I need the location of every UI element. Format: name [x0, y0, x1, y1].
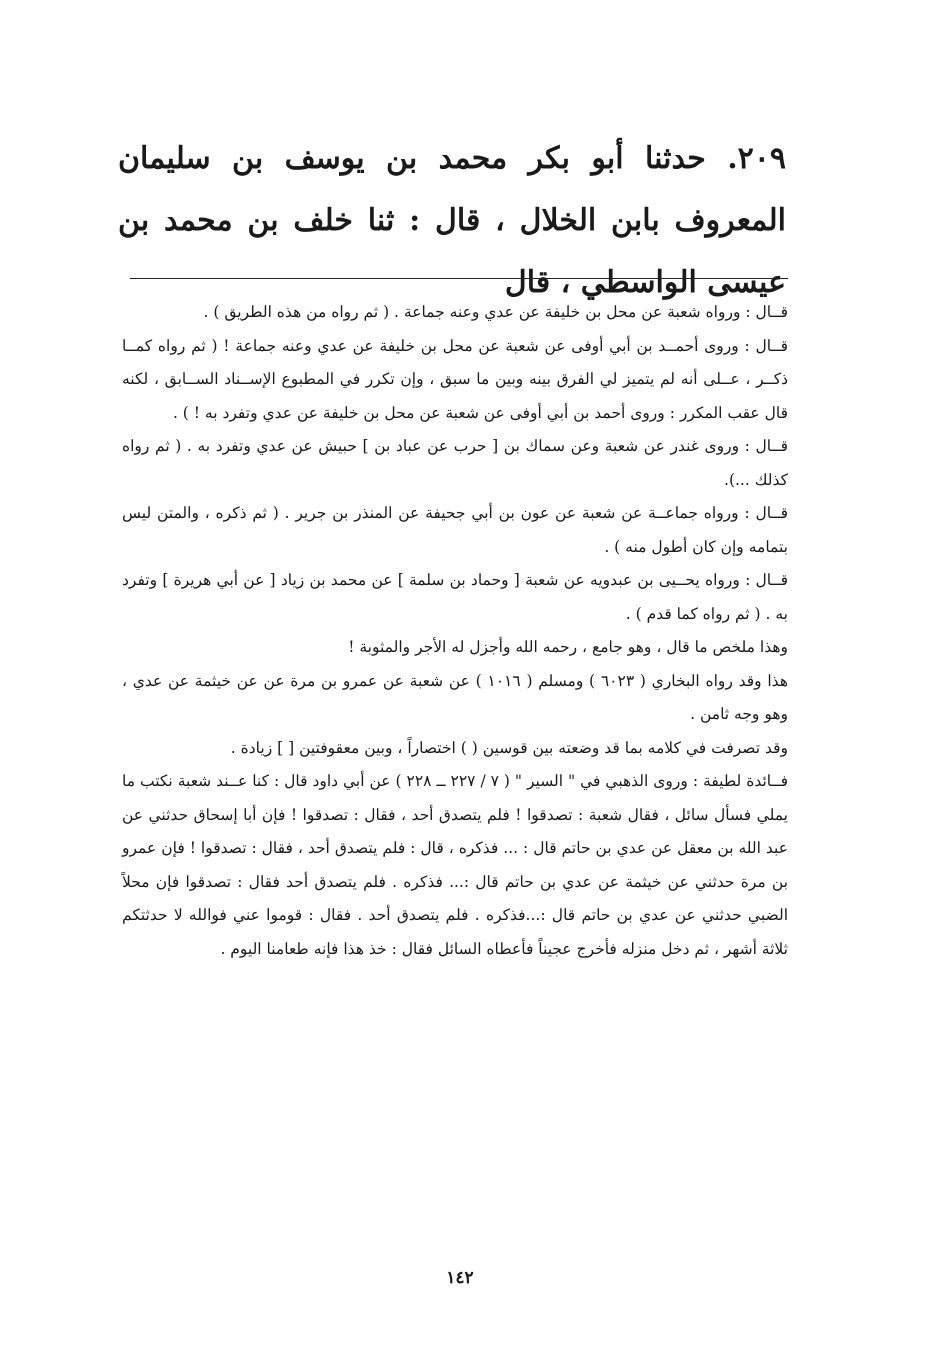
hadith-text: ٢٠٩. حدثنا أبو بكر محمد بن يوسف بن سليمان المعروف بابن الخلال ، قال : ثنا خلف بن محمد بن عيسى الواسطي ، قال	[118, 141, 786, 300]
footnote-paragraph: هذا وقد رواه البخاري ( ٦٠٢٣ ) ومسلم ( ١٠١٦ ) عن شعبة عن عمرو بن مرة عن عن خيثمة عن عدي ، وهو وجه ثامن .	[122, 671, 788, 723]
page-number: ١٤٢	[446, 1268, 474, 1288]
footnote-paragraph: وهذا ملخص ما قال ، وهو جامع ، رحمه الله وأجزل له الأجر والمثوبة !	[348, 638, 788, 656]
footnotes	[122, 296, 788, 966]
footnote-separator	[130, 278, 788, 279]
footnote-paragraph: قــال : ورواه شعبة عن محل بن خليفة عن عدي وعنه جماعة . ( ثم رواه من هذه الطريق ) .	[203, 303, 788, 321]
footnote-paragraph: قــال : ورواه جماعــة عن شعبة عن عون بن أبي جحيفة عن المنذر بن جرير . ( ثم ذكره ، والمتن ليس بتمامه وإن كان أطول منه ) .	[122, 504, 788, 556]
footnote-paragraph: فــائدة لطيفة : وروى الذهبي في " السير " ( ٧ / ٢٢٧ ــ ٢٢٨ ) عن أبي داود قال : كنا عــند شعبة نكتب ما يملي فسأل سائل ، فقال شعبة : تصدقوا ! فلم يتصدق أحد ، فقال : تصدقوا ! فإن أبا إسحاق حدثني عن عبد الله بن معقل عن عدي بن حاتم قال : ... فذكره ، قال : فلم يتصدق أحد ، فقال : تصدقوا ! فإن عمرو بن مرة حدثني عن خيثمة عن عدي بن حاتم قال :... فذكره . فلم يتصدق أحد فقال : تصدقوا فإن محلاً الضبي حدثني عن عدي بن حاتم قال :...فذكره . فلم يتصدق أحد . فقال : قوموا عني فوالله لا حدثتكم ثلاثة أشهر ، ثم دخل منزله فأخرج عجيناً فأعطاه السائل فقال : خذ هذا فإنه طعامنا اليوم .	[122, 772, 789, 958]
footnote-paragraph: قــال : ورواه يحــيى بن عبدويه عن شعبة [ وحماد بن سلمة ] عن محمد بن زياد [ عن أبي هريرة ] وتفرد به . ( ثم رواه كما قدم ) .	[122, 571, 788, 623]
footnote-paragraph: وقد تصرفت في كلامه بما قد وضعته بين قوسين ( ) اختصاراً ، وبين معقوفتين [ ] زيادة .	[230, 738, 788, 757]
footnote-paragraph: قــال : وروى غندر عن شعبة وعن سماك بن [ حرب عن عباد بن ] حبيش عن عدي وتفرد به . ( ثم رواه كذلك ...).	[122, 437, 788, 489]
footnote-paragraph: قــال : وروى أحمــد بن أبي أوفى عن شعبة عن محل بن خليفة عن عدي وعنه جماعة ! ( ثم رواه كمــا ذكــر ، عــلى أنه لم يتميز لي الفرق بينه وبين ما سبق ، وإن تكرر في المطبوع الإســناد الســابق ، لكنه قال عقب المكرر : وروى أحمد بن أبي أوفى عن شعبة عن محل بن خليفة عن عدي وتفرد به ! ) .	[122, 336, 788, 422]
